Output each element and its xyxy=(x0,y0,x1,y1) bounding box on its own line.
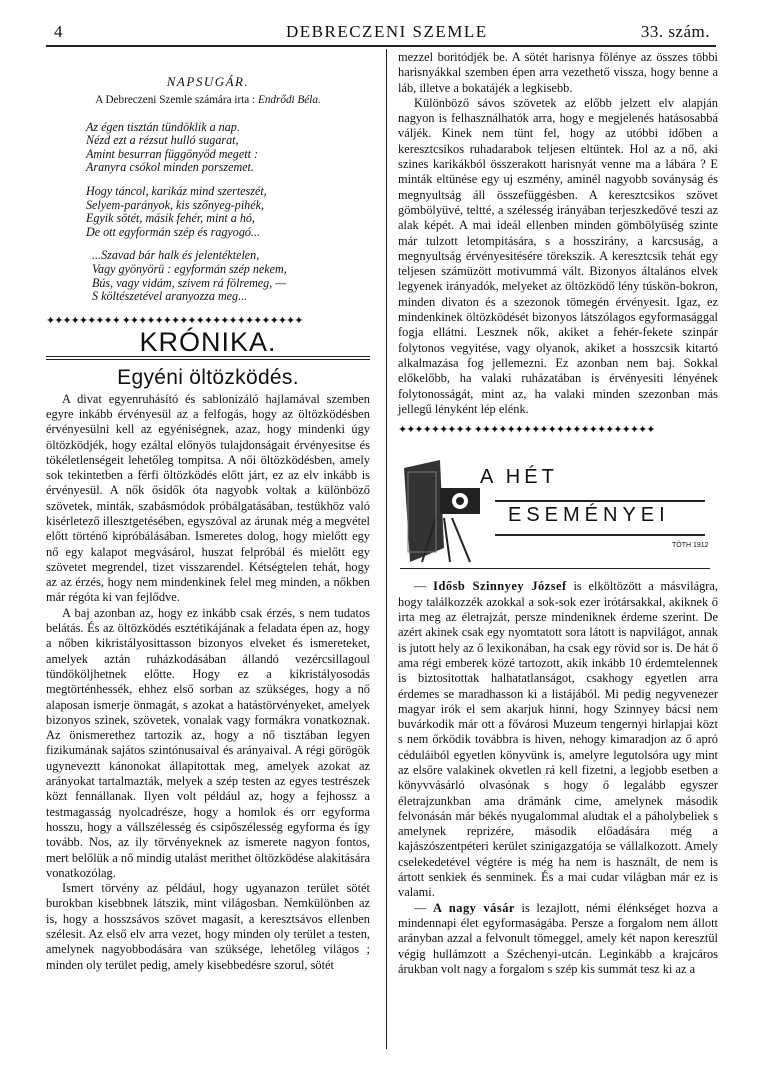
weekly-heading-line2: ESEMÉNYEI xyxy=(508,504,670,527)
poem-line: ...Szavad bár halk és jelentéktelen, xyxy=(92,248,260,263)
article-paragraph: A baj azonban az, hogy ez inkább csak érzés, s nem tudatos belátás. És az öltözködés esztétikájának a feladata épen az, hogy a nőben kikristályosittasson bizonyos elveket és ismereteket, amelyek aztán ruházkodásában állandó vezércsillagoul tündököljhetnek előtte. Hogy ez a kikristályosodás megtörténhessék, ehhez első sorban az szükséges, hogy a nő alaposan ismerje önmagát, s azokat a hatástörvényeket, amelyek bizonyos szinek, szövetek, vonalak vagy formákra vonatkoznak. Az önismerethez tartozik az, hogy a nő tisztában legyen fizikumának sajátos szintónusaival és arányaival. A régi görögök ugyneveztt kánonokat állapitottak meg, amelyek azokat az arányokat tartalmazták, melyek a szép testen az egyes testrészek közt fennállanak. Ilyen volt például az, hogy a fejhossz a testmagasság nyolcadrésze, hogy a homlok és orr egyforma hosszu, hogy a vállszélesség és csipőszélesség egyforma és így tovább. Nos, az ily törvényeknek az ismerete nagyon fontos, mert belőlük a nő mindig utalást merithet öltözködése alakitására vonatkozólag. xyxy=(46,605,370,880)
journal-title: DEBRECZENI SZEMLE xyxy=(286,22,488,41)
weekly-item-subject: Idősb Szinnyey József xyxy=(433,579,567,594)
weekly-item-text: is lezajlott, némi élénkséget hozva a mindennapi élet egyformaságába. Persze a forgalom nem állott arányban azzal a felvonult tömeggel, amely két napon keresztül végig hullámzott a Széchenyi-utcán. Leginkább a krajcáros árukban volt nagy a forgalom s szép kis summát tesz ki az a xyxy=(398,900,718,976)
weekly-heading-line1: A HÉT xyxy=(480,466,558,489)
camera-illustration-icon xyxy=(400,458,492,566)
poem-stanza xyxy=(92,249,370,303)
poem-credit-prefix: A Debreczeni Szemle számára irta : xyxy=(95,94,256,107)
right-column xyxy=(398,50,718,977)
article-paragraph: Különböző sávos szövetek az előbb jelzett elv alapján nagyon is felhasználhatók arra, hogy e megjelenés hatásosabbá váljék. Kinek nem tünt fel, hogy az utóbbi időben a keresztcsikos ruhadarabok teljesen eltüntek. Hol az a nő, aki szines karikákból összerakott harisnyát venne ma a lábára ? E minták eltünése egy uj eszmény, aminél nagyobb soványság és megnyultság áll összefüggésben. A keresztcsikos szövet gömbölyüvé, teltté, a szélesség irányában terjeszkedővé teszi az alak képét. A mai ideál ellenben minden gömbölyüség szinte már tulzott letompitására, s a hosszirány, a karcsuság, a megnyultság érvényesitésére törekszik. A keresztcsik tehát egy teljesen számüzött motivummá vált. Bizonyos általános elvek legyenek irányadók, melyeket az öltözködő lény túskön-bokron, minden divaton és a szezonok tömegén érvényesit. Igaz, ez mindenkinek öltözködését bizonyos látszólagos egyformasággal fogja ellátni. Lesznek nők, akiket a fehér-fekete szinpár folytonos vegyitése, vagy olyanok, akiket a hosszcsik kitartó alkalmazása fog jellemezni. Ez azonban nem baj. Sokkal előkelőbb, ha valaki ruházatában is érvényesiti lényének folytonosságát, mint az, ha valaki minden szezonban más jellegű lényként lép elénk. xyxy=(398,95,718,416)
weekly-events-header xyxy=(400,452,710,569)
weekly-item-dash: — xyxy=(414,900,434,915)
poem-line: Nézd ezt a rézsut hulló sugarat, xyxy=(86,133,239,148)
column-divider xyxy=(386,49,387,1049)
illustrator-signature: TÖTH 1912 xyxy=(672,542,709,550)
page-number: 4 xyxy=(54,22,64,41)
poem-line: Selyem-parányok, kis szőnyeg-pihék, xyxy=(86,197,264,212)
article-paragraph: mezzel boritódjék be. A sötét harisnya fölénye az összes többi harisnyákkal szemben épen arra vezethető vissza, hogy benne a láb, illetve a bokatájék a legkisebb. xyxy=(398,50,718,95)
header-rule xyxy=(46,45,716,47)
poem-stanza xyxy=(86,121,370,175)
poem-stanza xyxy=(86,185,370,239)
weekly-item xyxy=(398,901,718,977)
poem-line: Hogy táncol, karikáz mind szerteszét, xyxy=(86,183,267,198)
page-header xyxy=(46,22,716,42)
poem-title: NAPSUGÁR. xyxy=(166,74,250,89)
poem-line: Vagy gyönyörü : egyformán szép nekem, xyxy=(92,261,287,276)
poem-line: Az égen tisztán tündöklik a nap. xyxy=(86,119,240,134)
weekly-item-subject: A nagy vásár xyxy=(433,900,515,915)
ornament-rule: ✦✦✦✦✦✦✦✦✦ ✦✦✦✦✦✦✦✦✦✦✦✦✦✦✦✦✦✦✦✦✦✦ xyxy=(46,314,303,327)
poem-author: Endrődi Béla. xyxy=(257,94,321,107)
issue-number: 33. szám. xyxy=(640,22,710,41)
poem-line: Egyik sötét, másik fehér, mint a hó, xyxy=(86,211,255,226)
weekly-item xyxy=(398,579,718,900)
article-paragraph: Ismert törvény az például, hogy ugyanazon terület sötét burokban kisebbnek látszik, mint világosban. Nemkülönben az is, hogy a hosszsávos szövet magasít, a keresztsávos ellenben szélesit. Az első elv arra vezet, hogy minden oly terület a testen, amelynek nagyobbodására van szüksége, lehetőleg világos ; minden oly terület pedig, amely kisebbedésre szorul, sötét xyxy=(46,881,370,972)
poem-credit xyxy=(46,93,370,108)
ornament-rule: ✦✦✦✦✦✦✦✦✦ ✦✦✦✦✦✦✦✦✦✦✦✦✦✦✦✦✦✦✦✦✦✦ xyxy=(398,424,655,437)
left-column xyxy=(46,72,370,973)
poem-line: De ott egyformán szép és ragyogó... xyxy=(86,224,260,239)
poem-line: Bús, vagy vidám, szivem rá fölremeg, — xyxy=(92,275,287,290)
article-paragraph: A divat egyenruhásító és sablonizáló hajlamával szemben egyre inkább érvényesül az a felfogás, hogy az öltözködésben érvényesülni kell az egyéniségnek, azaz, hogy mindenki úgy öltözködjék, hogy ezáltal előnyös tulajdonságait érvényesitse és tökéletlenségeit lehetőleg tompitsa. A női öltözködésben, amely sok tekintetben a férfi öltözködés előtt járt, ez az elv inkább is érvényesül. A nők ősidők óta nagyobk voltak a különböző szövetek, minták, szabásmódok próbálgatásában, testükhöz való kisérletező illesztgetésében, egyszóval az árunak még a megvétel előtt történő kipróbálásában. Ismeretes dolog, hogy mielőtt egy nő egy kalapot megvásárol, huszat felpróbál és mielőtt egy szövetet megrendel, tizet visszarendel. Kétségtelen tehát, hogy az az érzés, hogy nem mindenkinek felel meg minden, a nőkben már régóta ki van fejlődve. xyxy=(46,391,370,605)
poem-line: Amint besurran függönyöd megett : xyxy=(86,146,258,161)
article-title: Egyéni öltözködés. xyxy=(117,366,299,390)
weekly-item-text: is elköltözött a másvilágra, hogy találkozzék azokkal a sok-sok ezer irótársakkal, akiknek ő irta meg az életrajzát, persze mindeniknek érdeme szerint. De azért akinek csak egy nyomtatott sora látott is napvilágot, annak is jutott hely az ő lexikonában, ha csak egy rövid sor is. De hát ő ama régi emberek közé tartozott, akik inkább 10 érdemtelennek is biztositottak halhatatlanságot, csakhogy egyetlen arra érdemes se maradhasson ki a listájából. Mi pedig negyvenezer magyar irók el sem akarjuk hinni, hogy Szinnyey bácsi nem buvárkodik már ott a fővárosi Muzeum tengernyi hirlapjai közt s nem őrködik továbbra is hiven, nehogy kimaradjon az ő apró céduláiból egyetlen könyvünk is, amelyre legutolsóra ugy mint az elsőre valakinek okvetlen rá kell fizetni, a legjobb esetben a könyvvásárló olvasónak s hogy ő legalább egyszer életrajzunkban ama drámánk cime, amelynek második felvonásán már békés nyugalommal aludtak el a páholybeliek s amelynek reprizére, második előadására még a kajászószentpéteri kerület szinigazgatója se vállalkozott. Amely cselekedetével végtére is még ha nem is használt, de nem is ártott senkiek és senminek. És a mai cudar világban már ez is valami. xyxy=(398,579,719,900)
poem-line: Aranyra csókol minden porszemet. xyxy=(86,160,254,175)
section-title: KRÓNIKA. xyxy=(139,327,277,358)
poem-line: S költészetével aranyozza meg... xyxy=(92,289,248,304)
weekly-heading-rule xyxy=(495,500,705,502)
weekly-heading-rule xyxy=(495,534,705,536)
weekly-item-dash: — xyxy=(414,579,434,594)
